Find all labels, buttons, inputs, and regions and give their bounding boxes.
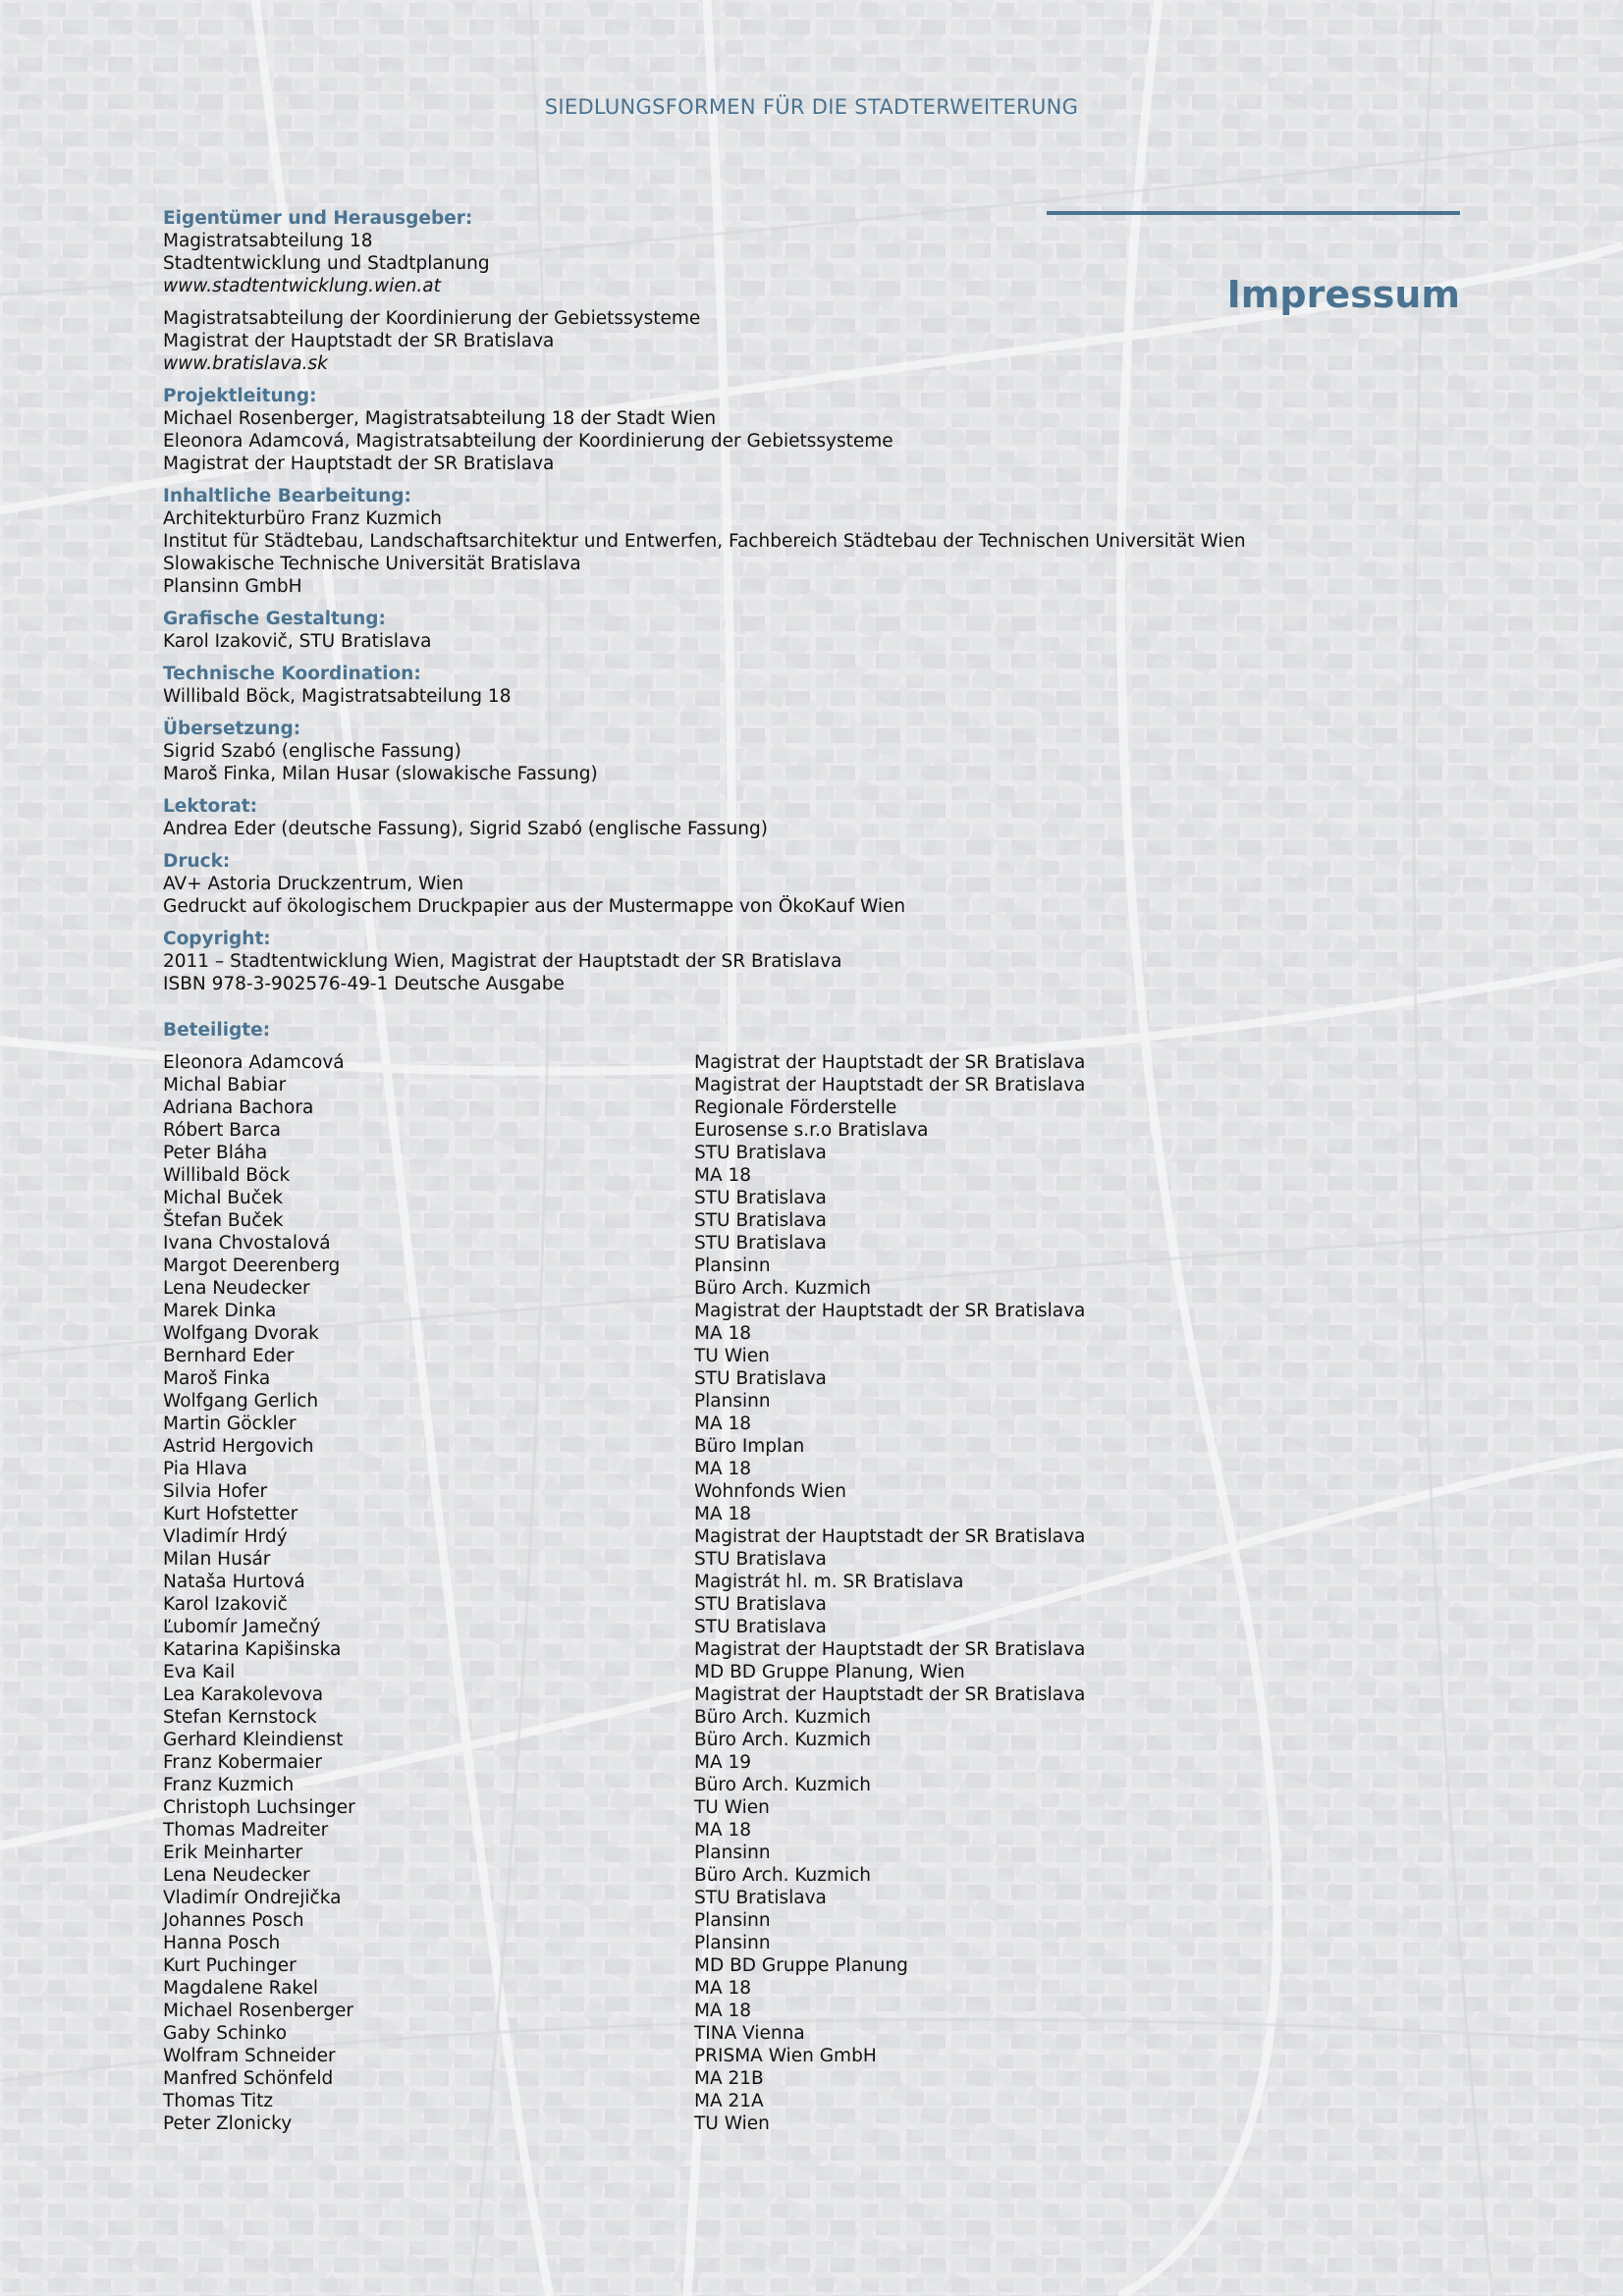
participant-name: Lena Neudecker	[163, 1865, 310, 1886]
section-label: Copyright:	[163, 929, 271, 949]
participant-row	[163, 1255, 1341, 1277]
section-line: Institut für Städtebau, Landschaftsarchitektur und Entwerfen, Fachbereich Städtebau der Technischen Universität Wien	[163, 531, 1246, 552]
participants-label: Beteiligte:	[163, 1020, 271, 1041]
section-line: Slowakische Technische Universität Bratislava	[163, 554, 581, 574]
participant-row	[163, 1819, 1341, 1842]
participant-organization: Plansinn	[694, 1391, 771, 1412]
section-line: Magistratsabteilung der Koordinierung der Gebietssysteme	[163, 308, 701, 329]
participant-organization: STU Bratislava	[694, 1368, 827, 1389]
section-line: Andrea Eder (deutsche Fassung), Sigrid Szabó (englische Fassung)	[163, 819, 768, 839]
participant-organization: TU Wien	[694, 1346, 770, 1366]
participant-organization: TU Wien	[694, 1797, 770, 1818]
participant-row	[163, 1209, 1341, 1232]
participant-organization: Plansinn	[694, 1910, 771, 1931]
participant-name: Karol Izakovič	[163, 1594, 288, 1615]
website-link[interactable]: www.bratislava.sk	[163, 353, 328, 374]
section-label: Druck:	[163, 851, 231, 872]
section-line: Willibald Böck, Magistratsabteilung 18	[163, 686, 512, 707]
section-line: Eleonora Adamcová, Magistratsabteilung der Koordinierung der Gebietssysteme	[163, 431, 893, 452]
participant-row	[163, 1345, 1341, 1367]
participant-row	[163, 1322, 1341, 1345]
participant-name: Ľubomír Jamečný	[163, 1617, 321, 1637]
section-line: Plansinn GmbH	[163, 576, 302, 597]
participant-organization: Büro Arch. Kuzmich	[694, 1730, 872, 1750]
participant-organization: Plansinn	[694, 1933, 771, 1953]
section-line: AV+ Astoria Druckzentrum, Wien	[163, 874, 464, 894]
participant-name: Hanna Posch	[163, 1933, 281, 1953]
section-line: Maroš Finka, Milan Husar (slowakische Fassung)	[163, 764, 598, 784]
participant-name: Marek Dinka	[163, 1301, 277, 1321]
participant-name: Franz Kobermaier	[163, 1752, 322, 1773]
imprint-section	[163, 718, 1341, 785]
participant-organization: Magistrat der Hauptstadt der SR Bratislava	[694, 1526, 1086, 1547]
participant-row	[163, 1842, 1341, 1864]
participant-name: Thomas Madreiter	[163, 1820, 329, 1841]
participant-name: Štefan Buček	[163, 1210, 284, 1231]
participant-name: Wolfgang Dvorak	[163, 1323, 319, 1344]
imprint-section	[163, 850, 1341, 918]
participant-organization: Büro Arch. Kuzmich	[694, 1775, 872, 1795]
participant-row	[163, 1390, 1341, 1413]
participant-organization: Magistrat der Hauptstadt der SR Bratislava	[694, 1684, 1086, 1705]
imprint-section	[163, 385, 1341, 475]
participants-table	[163, 1051, 1341, 2135]
participant-row	[163, 1616, 1341, 1638]
participant-name: Gerhard Kleindienst	[163, 1730, 344, 1750]
participant-name: Stefan Kernstock	[163, 1707, 317, 1728]
participant-organization: STU Bratislava	[694, 1143, 827, 1163]
imprint-content	[163, 207, 1341, 2135]
section-line: 2011 – Stadtentwicklung Wien, Magistrat der Hauptstadt der SR Bratislava	[163, 951, 842, 972]
section-label: Projektleitung:	[163, 386, 317, 406]
participant-row	[163, 1796, 1341, 1819]
participant-row	[163, 1435, 1341, 1458]
participant-name: Vladimír Hrdý	[163, 1526, 288, 1547]
participant-organization: Magistrát hl. m. SR Bratislava	[694, 1572, 964, 1592]
participant-name: Lena Neudecker	[163, 1278, 310, 1299]
page-title: Impressum	[1226, 273, 1460, 316]
participants-rows	[163, 1051, 1341, 2135]
participant-name: Róbert Barca	[163, 1120, 281, 1141]
participant-row	[163, 1074, 1341, 1096]
participant-name: Magdalene Rakel	[163, 1978, 318, 1999]
section-line: Magistratsabteilung 18	[163, 231, 373, 251]
participant-row	[163, 1300, 1341, 1322]
section-line: Michael Rosenberger, Magistratsabteilung 18 der Stadt Wien	[163, 408, 717, 429]
participant-organization: MA 21B	[694, 2068, 764, 2089]
participant-organization: Büro Arch. Kuzmich	[694, 1865, 872, 1886]
participant-name: Michael Rosenberger	[163, 2001, 353, 2021]
participant-row	[163, 1413, 1341, 1435]
section-line: ISBN 978-3-902576-49-1 Deutsche Ausgabe	[163, 974, 565, 994]
participant-row	[163, 1932, 1341, 1954]
section-label: Lektorat:	[163, 796, 258, 817]
participant-name: Kurt Hofstetter	[163, 1504, 298, 1524]
participant-row	[163, 2090, 1341, 2112]
participant-row	[163, 1051, 1341, 1074]
participant-organization: TINA Vienna	[694, 2023, 805, 2044]
participant-organization: MD BD Gruppe Planung, Wien	[694, 1662, 965, 1682]
participant-row	[163, 1887, 1341, 1909]
participant-name: Silvia Hofer	[163, 1481, 268, 1502]
imprint-sections	[163, 207, 1341, 995]
section-label: Technische Koordination:	[163, 664, 421, 684]
participant-row	[163, 2112, 1341, 2135]
participant-row	[163, 1909, 1341, 1932]
section-label: Übersetzung:	[163, 719, 301, 739]
participant-row	[163, 2000, 1341, 2022]
participant-name: Erik Meinharter	[163, 1842, 303, 1863]
participant-name: Milan Husár	[163, 1549, 271, 1570]
participant-row	[163, 1751, 1341, 1774]
participant-row	[163, 2022, 1341, 2045]
participant-organization: MA 18	[694, 1323, 752, 1344]
participant-organization: Magistrat der Hauptstadt der SR Bratislava	[694, 1052, 1086, 1073]
participant-name: Michal Babiar	[163, 1075, 287, 1095]
participant-name: Margot Deerenberg	[163, 1255, 341, 1276]
website-link[interactable]: www.stadtentwicklung.wien.at	[163, 276, 441, 296]
section-line: Stadtentwicklung und Stadtplanung	[163, 253, 490, 274]
section-line: Magistrat der Hauptstadt der SR Bratislava	[163, 454, 555, 474]
imprint-section	[163, 485, 1341, 598]
participant-name: Michal Buček	[163, 1188, 284, 1208]
participant-row	[163, 1187, 1341, 1209]
participant-organization: STU Bratislava	[694, 1594, 827, 1615]
participant-row	[163, 1232, 1341, 1255]
participant-organization: Büro Arch. Kuzmich	[694, 1278, 872, 1299]
participant-row	[163, 1119, 1341, 1142]
section-line: Karol Izakovič, STU Bratislava	[163, 631, 432, 652]
participant-organization: Magistrat der Hauptstadt der SR Bratislava	[694, 1075, 1086, 1095]
participant-row	[163, 1525, 1341, 1548]
participant-organization: STU Bratislava	[694, 1549, 827, 1570]
participant-name: Willibald Böck	[163, 1165, 291, 1186]
participant-row	[163, 1774, 1341, 1796]
participant-row	[163, 1503, 1341, 1525]
participant-name: Maroš Finka	[163, 1368, 271, 1389]
participant-organization: TU Wien	[694, 2113, 770, 2134]
participant-name: Thomas Titz	[163, 2091, 274, 2111]
participant-name: Lea Karakolevova	[163, 1684, 324, 1705]
participant-name: Nataša Hurtová	[163, 1572, 305, 1592]
participant-name: Pia Hlava	[163, 1459, 247, 1479]
participant-name: Manfred Schönfeld	[163, 2068, 334, 2089]
participant-row	[163, 1096, 1341, 1119]
participant-row	[163, 1638, 1341, 1661]
participant-organization: STU Bratislava	[694, 1888, 827, 1908]
imprint-section	[163, 608, 1341, 653]
participant-name: Eleonora Adamcová	[163, 1052, 345, 1073]
participant-row	[163, 1480, 1341, 1503]
participant-organization: MA 21A	[694, 2091, 764, 2111]
participant-organization: STU Bratislava	[694, 1210, 827, 1231]
participant-name: Peter Bláha	[163, 1143, 268, 1163]
section-label: Inhaltliche Bearbeitung:	[163, 486, 411, 507]
participant-organization: MA 18	[694, 2001, 752, 2021]
participant-name: Martin Göckler	[163, 1414, 297, 1434]
participant-name: Eva Kail	[163, 1662, 236, 1682]
participant-organization: STU Bratislava	[694, 1617, 827, 1637]
section-label: Grafische Gestaltung:	[163, 609, 386, 629]
participant-organization: PRISMA Wien GmbH	[694, 2046, 877, 2066]
participant-row	[163, 2045, 1341, 2067]
participant-name: Franz Kuzmich	[163, 1775, 295, 1795]
participant-organization: MA 18	[694, 1414, 752, 1434]
participant-row	[163, 1954, 1341, 1977]
participant-organization: Magistrat der Hauptstadt der SR Bratislava	[694, 1639, 1086, 1660]
participant-organization: MA 18	[694, 1978, 752, 1999]
section-line: Gedruckt auf ökologischem Druckpapier aus der Mustermappe von ÖkoKauf Wien	[163, 896, 906, 917]
participant-organization: Plansinn	[694, 1842, 771, 1863]
section-label: Eigentümer und Herausgeber:	[163, 208, 473, 229]
participant-organization: Plansinn	[694, 1255, 771, 1276]
participant-row	[163, 1593, 1341, 1616]
participant-name: Wolfgang Gerlich	[163, 1391, 319, 1412]
participant-name: Katarina Kapišinska	[163, 1639, 342, 1660]
participant-row	[163, 1164, 1341, 1187]
imprint-section	[163, 207, 1341, 297]
section-line: Sigrid Szabó (englische Fassung)	[163, 741, 461, 762]
participant-organization: Eurosense s.r.o Bratislava	[694, 1120, 929, 1141]
imprint-section	[163, 663, 1341, 708]
imprint-section	[163, 307, 1341, 375]
participant-organization: Büro Arch. Kuzmich	[694, 1707, 872, 1728]
participant-organization: MA 18	[694, 1820, 752, 1841]
participant-name: Johannes Posch	[163, 1910, 304, 1931]
section-line: Magistrat der Hauptstadt der SR Bratislava	[163, 331, 555, 351]
participant-name: Ivana Chvostalová	[163, 1233, 331, 1254]
participant-name: Gaby Schinko	[163, 2023, 288, 2044]
participant-organization: STU Bratislava	[694, 1188, 827, 1208]
participant-organization: Regionale Förderstelle	[694, 1097, 897, 1118]
participant-organization: MA 18	[694, 1459, 752, 1479]
participant-row	[163, 1367, 1341, 1390]
participant-row	[163, 1977, 1341, 2000]
participant-organization: STU Bratislava	[694, 1233, 827, 1254]
participant-row	[163, 1661, 1341, 1683]
participant-name: Wolfram Schneider	[163, 2046, 336, 2066]
participant-row	[163, 1683, 1341, 1706]
participant-row	[163, 2067, 1341, 2090]
participant-organization: Büro Implan	[694, 1436, 805, 1457]
participant-organization: MD BD Gruppe Planung	[694, 1955, 908, 1976]
participant-organization: MA 18	[694, 1165, 752, 1186]
participant-row	[163, 1571, 1341, 1593]
participant-name: Peter Zlonicky	[163, 2113, 293, 2134]
participant-organization: Magistrat der Hauptstadt der SR Bratislava	[694, 1301, 1086, 1321]
participant-name: Astrid Hergovich	[163, 1436, 314, 1457]
participant-row	[163, 1548, 1341, 1571]
participant-name: Adriana Bachora	[163, 1097, 314, 1118]
participant-organization: MA 19	[694, 1752, 752, 1773]
section-line: Architekturbüro Franz Kuzmich	[163, 508, 442, 529]
running-head: SIEDLUNGSFORMEN FÜR DIE STADTERWEITERUNG	[544, 95, 1079, 119]
participant-row	[163, 1864, 1341, 1887]
participant-row	[163, 1729, 1341, 1751]
participant-row	[163, 1706, 1341, 1729]
imprint-section	[163, 928, 1341, 995]
participant-organization: MA 18	[694, 1504, 752, 1524]
participant-name: Kurt Puchinger	[163, 1955, 297, 1976]
participant-row	[163, 1458, 1341, 1480]
participant-row	[163, 1277, 1341, 1300]
participant-name: Christoph Luchsinger	[163, 1797, 355, 1818]
participant-name: Bernhard Eder	[163, 1346, 295, 1366]
participant-name: Vladimír Ondrejička	[163, 1888, 342, 1908]
participant-row	[163, 1142, 1341, 1164]
imprint-section	[163, 795, 1341, 840]
participant-organization: Wohnfonds Wien	[694, 1481, 846, 1502]
